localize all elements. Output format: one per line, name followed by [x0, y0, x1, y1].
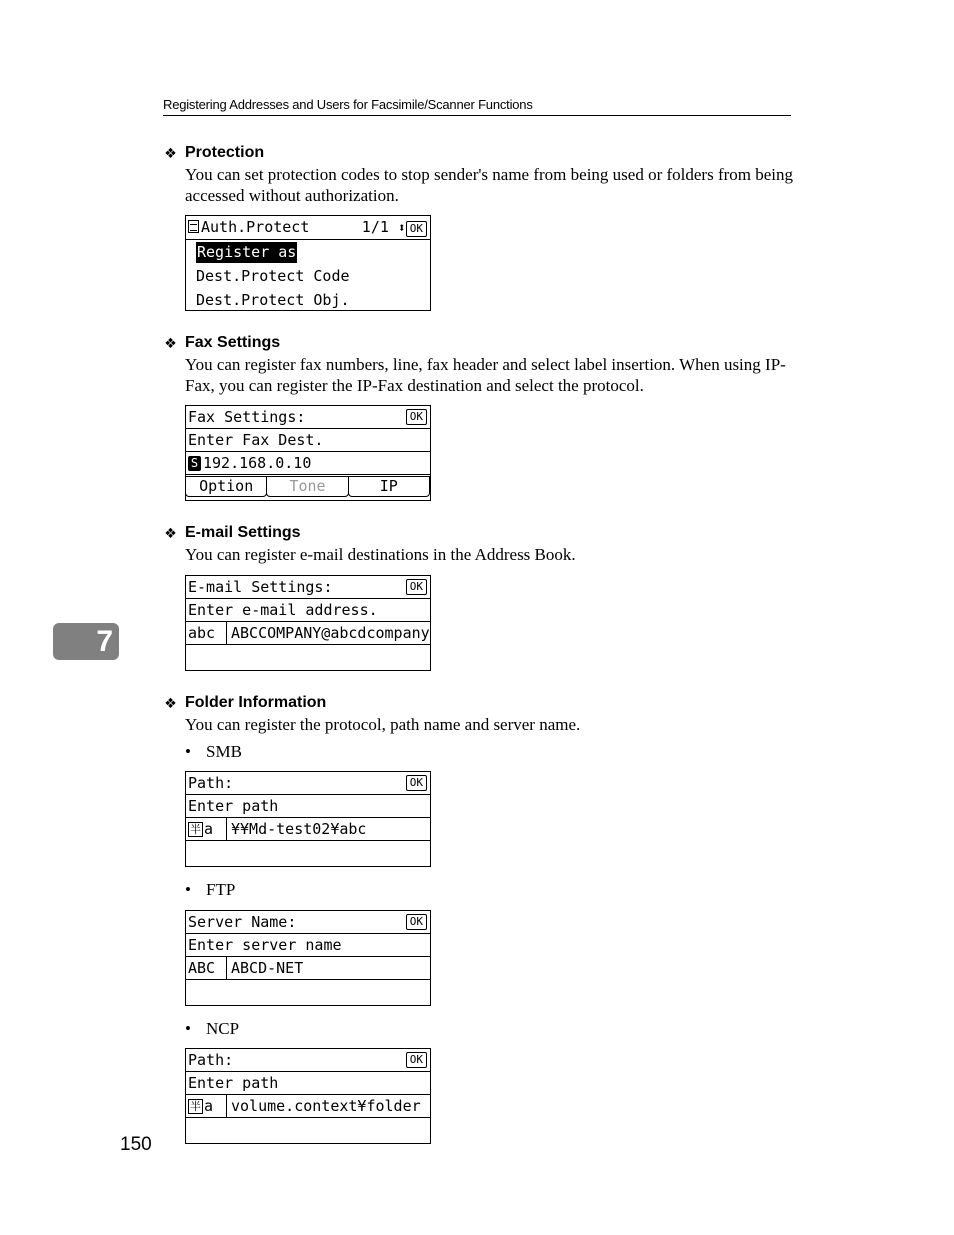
fax-description: You can register fax numbers, line, fax header and select label insertion. When using IP-Fax, you can register the IP-Fax destination and select the protocol. [185, 355, 786, 395]
tone-softkey[interactable]: Tone [266, 476, 348, 497]
field-value: ABCD-NET [231, 958, 304, 977]
ok-key-icon: OK [406, 1052, 427, 1068]
option-softkey[interactable]: Option [185, 476, 267, 497]
ok-key-icon: OK [406, 914, 427, 930]
heading-text: Folder Information [185, 694, 327, 711]
input-mode-indicator [186, 1095, 227, 1117]
lcd-prompt: Enter path [186, 1072, 430, 1095]
heading-text: Protection [185, 144, 265, 161]
email-address-field[interactable] [186, 622, 430, 645]
lcd-title: Server Name: [188, 912, 297, 931]
field-value: 192.168.0.10 [203, 453, 312, 472]
section-heading-email [163, 523, 301, 543]
fax-number-field[interactable] [186, 452, 430, 475]
lcd-page-indicator: 1/1 [361, 217, 389, 236]
running-header: Registering Addresses and Users for Facsimile/Scanner Functions [163, 96, 791, 116]
diamond-bullet-icon: ❖ [164, 145, 177, 161]
ftp-bullet [185, 879, 235, 900]
mode-label: a [204, 819, 214, 838]
lcd-blank-row [186, 645, 430, 668]
lcd-blank-row [186, 1118, 430, 1141]
lcd-prompt: Enter e-mail address. [186, 599, 430, 622]
protection-description: You can set protection codes to stop sender's name from being used or folders from being accessed without authorization. [185, 165, 794, 205]
lcd-title-row [186, 911, 430, 934]
field-value: volume.context¥folder [231, 1096, 421, 1115]
lcd-prompt: Enter Fax Dest. [186, 429, 430, 452]
lcd-prompt: Enter server name [186, 934, 430, 957]
lcd-menu-item[interactable] [186, 240, 430, 264]
softkey-bar [186, 475, 430, 498]
input-mode-indicator: ABC [186, 957, 227, 979]
lcd-title-row [186, 772, 430, 795]
heading-text: E-mail Settings [185, 524, 301, 541]
lcd-blank-row [186, 841, 430, 864]
lcd-prompt: Enter path [186, 795, 430, 818]
bullet-dot-icon: • [185, 1019, 191, 1038]
field-value: ABCCOMPANY@abcdcompany [231, 623, 430, 642]
email-description: You can register e-mail destinations in the Address Book. [185, 545, 576, 564]
path-field[interactable] [186, 1095, 430, 1118]
lcd-title: Auth.Protect [201, 218, 310, 236]
section-heading-folder [163, 693, 326, 713]
heading-text: Fax Settings [185, 334, 281, 351]
s-mark-icon: S [188, 456, 201, 471]
section-heading-fax [163, 333, 280, 353]
ok-key-icon: OK [406, 221, 427, 237]
lcd-menu-item[interactable]: Dest.Protect Obj. [196, 290, 350, 309]
bullet-label: SMB [206, 742, 242, 761]
protection-lcd-screen [185, 215, 431, 311]
ncp-bullet [185, 1018, 239, 1039]
lcd-title-row [186, 576, 430, 599]
smb-bullet [185, 741, 242, 762]
lcd-title: E-mail Settings: [188, 577, 333, 596]
bullet-dot-icon: • [185, 742, 191, 761]
server-name-field[interactable] [186, 957, 430, 980]
bullet-label: NCP [206, 1019, 240, 1038]
bullet-label: FTP [206, 880, 236, 899]
ok-key-icon: OK [406, 409, 427, 425]
input-mode-indicator [186, 818, 227, 840]
page-number: 150 [120, 1134, 152, 1155]
mode-label: a [204, 1096, 214, 1115]
fax-lcd-screen [185, 405, 431, 501]
lcd-menu-item[interactable]: Dest.Protect Code [196, 266, 350, 285]
up-down-arrows-icon: ⬍ [397, 220, 406, 236]
ncp-lcd-screen [185, 1048, 431, 1144]
half-width-icon: 半 [190, 1099, 201, 1113]
lcd-title-row [186, 406, 430, 429]
input-mode-indicator: abc [186, 622, 227, 644]
field-value: ¥¥Md-test02¥abc [231, 819, 367, 838]
ip-softkey[interactable]: IP [348, 476, 430, 497]
diamond-bullet-icon: ❖ [164, 525, 177, 541]
lcd-title: Fax Settings: [188, 407, 306, 426]
smb-lcd-screen [185, 771, 431, 867]
diamond-bullet-icon: ❖ [164, 695, 177, 711]
ftp-lcd-screen [185, 910, 431, 1006]
lcd-title: Path: [188, 1050, 234, 1069]
selected-item-label: Register as [197, 242, 297, 261]
chapter-tab: 7 [53, 623, 119, 660]
path-field[interactable] [186, 818, 430, 841]
section-heading-protection [163, 143, 264, 163]
lcd-title-row [186, 1049, 430, 1072]
ok-key-icon: OK [406, 579, 427, 595]
email-lcd-screen [185, 575, 431, 671]
bullet-dot-icon: • [185, 880, 191, 899]
half-width-icon: 半 [190, 822, 201, 836]
list-icon [188, 220, 199, 233]
diamond-bullet-icon: ❖ [164, 335, 177, 351]
lcd-title-row [186, 216, 430, 240]
lcd-title: Path: [188, 773, 234, 792]
lcd-blank-row [186, 980, 430, 1003]
folder-description: You can register the protocol, path name and server name. [185, 715, 581, 734]
ok-key-icon: OK [406, 775, 427, 791]
